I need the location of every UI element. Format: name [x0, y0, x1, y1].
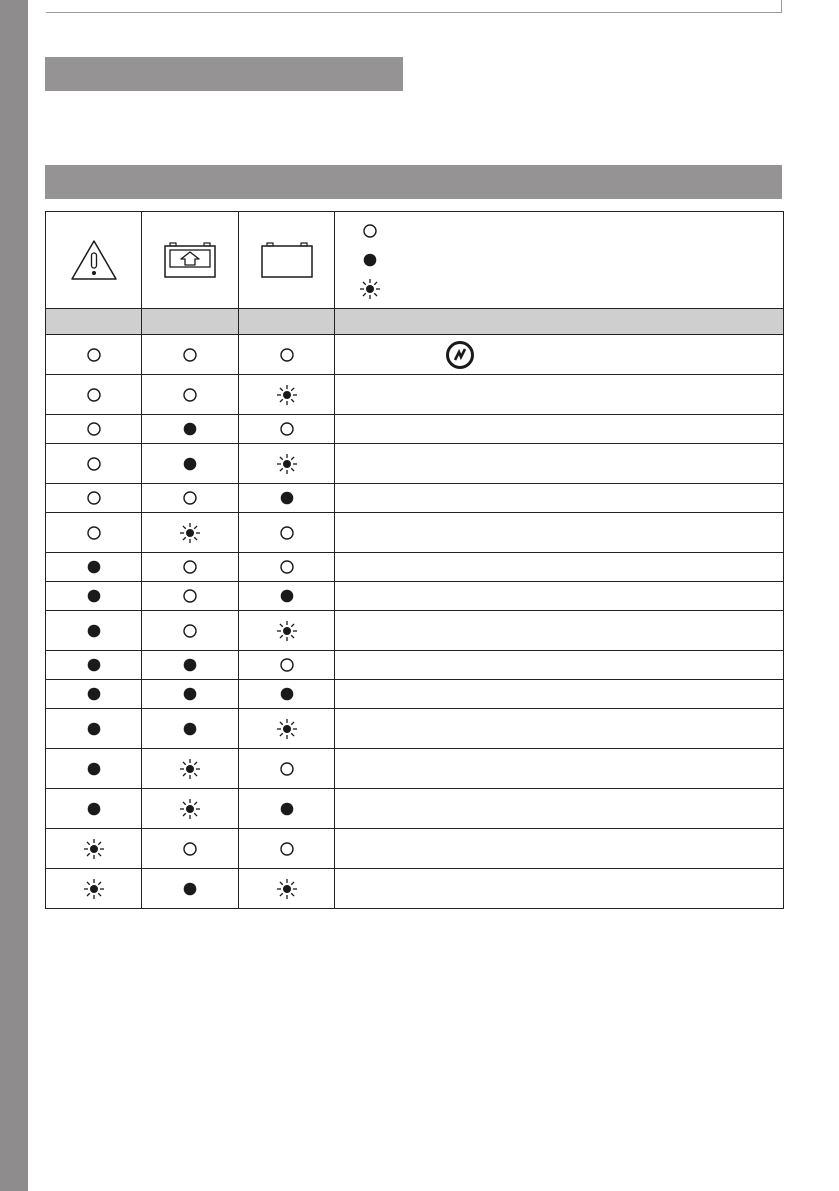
led-state-cell	[46, 869, 142, 909]
table-row	[46, 680, 784, 709]
led-state-cell	[46, 651, 142, 680]
table-row	[46, 335, 784, 375]
led-state-cell	[142, 869, 239, 909]
charger-house-icon	[164, 242, 216, 278]
description-cell	[335, 829, 784, 869]
led-on-icon	[83, 683, 105, 705]
top-rule-tick	[781, 0, 782, 12]
description-cell	[335, 553, 784, 582]
table-row	[46, 869, 784, 909]
description-cell	[335, 709, 784, 749]
led-flash-icon	[276, 453, 298, 475]
led-off-icon	[179, 344, 201, 366]
table-row	[46, 749, 784, 789]
led-state-cell	[239, 869, 335, 909]
description-cell	[335, 651, 784, 680]
led-off-icon	[83, 384, 105, 406]
led-off-icon	[276, 344, 298, 366]
led-state-cell	[142, 335, 239, 375]
description-cell	[335, 680, 784, 709]
led-flash-icon	[276, 718, 298, 740]
battery-header-cell	[239, 212, 335, 309]
description-cell	[335, 749, 784, 789]
column-header-cell	[335, 309, 784, 335]
led-on-icon	[83, 556, 105, 578]
led-flash-icon	[359, 278, 381, 300]
led-state-cell	[239, 789, 335, 829]
led-on-icon	[276, 683, 298, 705]
table-row	[46, 611, 784, 651]
led-state-cell	[142, 749, 239, 789]
led-on-icon	[179, 418, 201, 440]
column-header-cell	[239, 309, 335, 335]
led-off-icon	[83, 344, 105, 366]
led-on-icon	[179, 683, 201, 705]
led-state-cell	[46, 789, 142, 829]
led-state-cell	[239, 513, 335, 553]
led-state-cell	[239, 709, 335, 749]
description-cell	[335, 582, 784, 611]
led-off-icon	[179, 585, 201, 607]
led-state-cell	[239, 611, 335, 651]
led-off-icon	[179, 620, 201, 642]
led-state-cell	[142, 444, 239, 484]
description-icon-wrap	[345, 340, 783, 370]
table-row	[46, 651, 784, 680]
description-cell	[335, 611, 784, 651]
description-cell	[335, 335, 784, 375]
led-off-icon	[276, 654, 298, 676]
led-state-cell	[46, 829, 142, 869]
table-row	[46, 444, 784, 484]
description-cell	[335, 444, 784, 484]
warning-triangle-icon	[69, 238, 119, 282]
led-state-cell	[46, 611, 142, 651]
led-state-cell	[239, 829, 335, 869]
led-state-cell	[46, 582, 142, 611]
led-state-cell	[46, 484, 142, 513]
led-flash-icon	[276, 878, 298, 900]
table-row	[46, 484, 784, 513]
led-state-cell	[142, 789, 239, 829]
led-state-cell	[239, 582, 335, 611]
led-state-cell	[142, 553, 239, 582]
led-flash-icon	[83, 878, 105, 900]
led-state-cell	[142, 829, 239, 869]
description-cell	[335, 513, 784, 553]
table-row	[46, 789, 784, 829]
led-off-icon	[83, 453, 105, 475]
led-on-icon	[83, 654, 105, 676]
description-cell	[335, 375, 784, 415]
column-header-cell	[142, 309, 239, 335]
led-flash-icon	[276, 620, 298, 642]
led-state-cell	[142, 680, 239, 709]
section-heading-bar	[45, 57, 403, 91]
led-on-icon	[83, 585, 105, 607]
led-on-icon	[83, 718, 105, 740]
led-state-cell	[239, 484, 335, 513]
description-cell	[335, 869, 784, 909]
led-state-cell	[239, 651, 335, 680]
led-on-icon	[83, 798, 105, 820]
led-flash-icon	[83, 838, 105, 860]
led-state-cell	[46, 513, 142, 553]
led-state-cell	[239, 444, 335, 484]
column-header-cell	[46, 309, 142, 335]
led-state-cell	[142, 709, 239, 749]
legend-cell	[335, 212, 784, 309]
led-off-icon	[359, 220, 381, 242]
led-state-cell	[46, 415, 142, 444]
led-on-icon	[276, 487, 298, 509]
led-state-cell	[46, 709, 142, 749]
led-state-cell	[46, 444, 142, 484]
led-off-icon	[179, 487, 201, 509]
icon-header-row	[46, 212, 784, 309]
led-off-icon	[276, 838, 298, 860]
battery-outline-icon	[261, 242, 313, 278]
legend-item-off	[359, 217, 783, 246]
led-state-cell	[46, 375, 142, 415]
charger-header-cell	[142, 212, 239, 309]
led-off-icon	[179, 556, 201, 578]
led-state-cell	[239, 335, 335, 375]
table-row	[46, 375, 784, 415]
led-off-icon	[83, 418, 105, 440]
side-strip	[0, 0, 28, 1191]
led-state-cell	[239, 375, 335, 415]
table-row	[46, 415, 784, 444]
led-state-cell	[239, 749, 335, 789]
led-state-cell	[142, 415, 239, 444]
legend-item-flash	[359, 275, 783, 304]
table-row	[46, 582, 784, 611]
led-on-icon	[179, 878, 201, 900]
led-state-cell	[142, 513, 239, 553]
led-state-cell	[239, 680, 335, 709]
led-state-cell	[46, 680, 142, 709]
description-cell	[335, 789, 784, 829]
led-state-cell	[142, 651, 239, 680]
led-off-icon	[179, 384, 201, 406]
description-cell	[335, 484, 784, 513]
led-state-cell	[239, 415, 335, 444]
led-flash-icon	[276, 384, 298, 406]
led-state-cell	[239, 553, 335, 582]
led-flash-icon	[179, 522, 201, 544]
led-off-icon	[83, 487, 105, 509]
led-on-icon	[83, 758, 105, 780]
led-on-icon	[276, 798, 298, 820]
led-state-cell	[142, 582, 239, 611]
led-off-icon	[276, 418, 298, 440]
top-rule	[46, 12, 782, 13]
led-flash-icon	[179, 798, 201, 820]
table-row	[46, 709, 784, 749]
led-on-icon	[276, 585, 298, 607]
led-off-icon	[276, 758, 298, 780]
led-state-cell	[46, 335, 142, 375]
led-on-icon	[179, 718, 201, 740]
legend-item-on	[359, 246, 783, 275]
led-state-cell	[46, 553, 142, 582]
led-off-icon	[179, 838, 201, 860]
power-no-source-icon	[445, 340, 475, 370]
led-on-icon	[179, 654, 201, 676]
led-state-cell	[142, 375, 239, 415]
description-cell	[335, 415, 784, 444]
led-on-icon	[359, 249, 381, 271]
led-status-table	[45, 211, 784, 909]
led-flash-icon	[179, 758, 201, 780]
led-off-icon	[276, 556, 298, 578]
table-row	[46, 829, 784, 869]
table-row	[46, 513, 784, 553]
column-header-row	[46, 309, 784, 335]
warning-header-cell	[46, 212, 142, 309]
led-state-cell	[142, 484, 239, 513]
table-heading-bar	[45, 165, 782, 199]
table-row	[46, 553, 784, 582]
led-on-icon	[83, 620, 105, 642]
led-on-icon	[179, 453, 201, 475]
led-off-icon	[276, 522, 298, 544]
led-state-cell	[46, 749, 142, 789]
led-state-cell	[142, 611, 239, 651]
led-off-icon	[83, 522, 105, 544]
